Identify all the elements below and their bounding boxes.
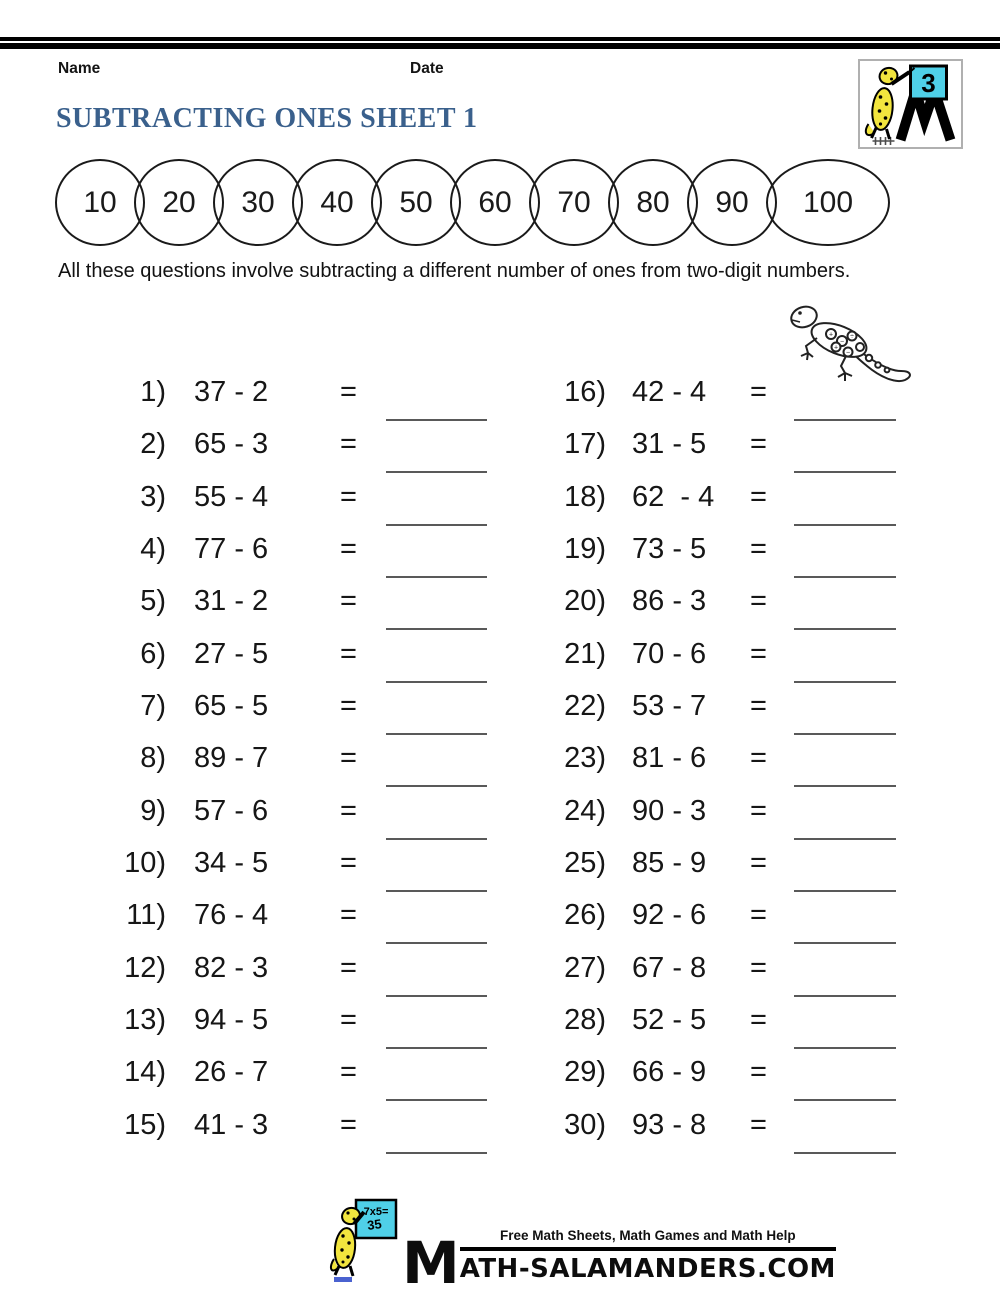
equals-sign: = xyxy=(340,794,357,827)
answer-blank[interactable] xyxy=(794,477,896,526)
problems-column-right xyxy=(548,372,896,1157)
problem-number: 16) xyxy=(564,376,606,408)
problem-expression: 42 - 4 xyxy=(632,376,707,408)
svg-text:−: − xyxy=(839,338,845,346)
problem-number: 29) xyxy=(564,1056,606,1089)
problem-row xyxy=(548,738,896,790)
problem-expression: 90 - 3 xyxy=(632,794,707,827)
problem-expression: 89 - 7 xyxy=(194,742,269,775)
footer-logo xyxy=(328,1198,836,1294)
problem-row xyxy=(110,686,487,738)
svg-text:+: + xyxy=(833,344,839,352)
problem-number: 25) xyxy=(564,847,606,880)
problem-row xyxy=(548,477,896,529)
problem-row xyxy=(548,1105,896,1157)
problem-expression: 34 - 5 xyxy=(194,847,269,880)
problem-row xyxy=(548,1000,896,1052)
number-oval: 100 xyxy=(766,159,890,246)
number-oval: 60 xyxy=(450,159,540,246)
answer-blank[interactable] xyxy=(386,372,487,421)
badge-number: 3 xyxy=(921,68,936,98)
answer-blank[interactable] xyxy=(386,948,487,997)
problem-row xyxy=(548,424,896,476)
problem-number: 7) xyxy=(140,690,166,723)
problem-row xyxy=(110,634,487,686)
problem-expression: 53 - 7 xyxy=(632,690,707,723)
problem-expression: 70 - 6 xyxy=(632,637,707,670)
top-divider xyxy=(0,37,1000,49)
equals-sign: = xyxy=(750,742,767,775)
problem-number: 27) xyxy=(564,951,606,984)
problem-expression: 94 - 5 xyxy=(194,1004,269,1037)
svg-text:+: + xyxy=(828,331,834,339)
problem-expression: 66 - 9 xyxy=(632,1056,707,1089)
equals-sign: = xyxy=(340,899,357,932)
problem-number: 24) xyxy=(564,794,606,827)
wordmark-m: M xyxy=(402,1228,458,1294)
problem-row xyxy=(548,895,896,947)
problem-expression: 31 - 5 xyxy=(632,428,707,461)
problem-row xyxy=(548,843,896,895)
problem-number: 15) xyxy=(124,1108,166,1141)
problem-row xyxy=(110,738,487,790)
answer-blank[interactable] xyxy=(386,791,487,840)
problem-number: 4) xyxy=(140,533,166,566)
equals-sign: = xyxy=(340,428,357,461)
equals-sign: = xyxy=(750,637,767,670)
problem-expression: 77 - 6 xyxy=(194,533,269,566)
problem-row xyxy=(110,1000,487,1052)
problem-number: 2) xyxy=(140,428,166,461)
answer-blank[interactable] xyxy=(794,843,896,892)
answer-blank[interactable] xyxy=(386,738,487,787)
problem-number: 14) xyxy=(124,1056,166,1089)
answer-blank[interactable] xyxy=(794,581,896,630)
answer-blank[interactable] xyxy=(794,529,896,578)
problem-row xyxy=(548,634,896,686)
problem-number: 13) xyxy=(124,1004,166,1037)
answer-blank[interactable] xyxy=(386,686,487,735)
problem-expression: 31 - 2 xyxy=(194,585,269,618)
equals-sign: = xyxy=(340,533,357,566)
problem-number: 6) xyxy=(140,637,166,670)
answer-blank[interactable] xyxy=(386,424,487,473)
footer-rule xyxy=(460,1247,836,1251)
problem-expression: 65 - 3 xyxy=(194,428,269,461)
problem-row xyxy=(110,372,487,424)
answer-blank[interactable] xyxy=(794,895,896,944)
footer-board-line2: 35 xyxy=(366,1216,383,1233)
problem-expression: 57 - 6 xyxy=(194,794,269,827)
problem-expression: 26 - 7 xyxy=(194,1056,269,1089)
problem-number: 9) xyxy=(140,794,166,827)
problem-row xyxy=(548,1052,896,1104)
problem-expression: 76 - 4 xyxy=(194,899,269,932)
equals-sign: = xyxy=(750,847,767,880)
answer-blank[interactable] xyxy=(794,1052,896,1101)
number-oval: 10 xyxy=(55,159,145,246)
date-label: Date xyxy=(410,60,444,77)
name-label: Name xyxy=(58,60,101,77)
problem-number: 18) xyxy=(564,480,606,513)
answer-blank[interactable] xyxy=(386,1000,487,1049)
problem-expression: 73 - 5 xyxy=(632,533,707,566)
problem-number: 1) xyxy=(140,376,166,408)
problem-number: 11) xyxy=(126,899,166,932)
problem-number: 17) xyxy=(564,428,606,461)
problem-row xyxy=(110,843,487,895)
problem-row xyxy=(110,581,487,633)
number-oval: 40 xyxy=(292,159,382,246)
page-title: SUBTRACTING ONES SHEET 1 xyxy=(56,103,478,134)
answer-blank[interactable] xyxy=(794,791,896,840)
problems-column-left xyxy=(110,372,487,1157)
footer-salamander-icon xyxy=(328,1198,402,1284)
equals-sign: = xyxy=(340,1004,357,1037)
problem-expression: 92 - 6 xyxy=(632,899,707,932)
problem-row xyxy=(548,529,896,581)
equals-sign: = xyxy=(340,690,357,723)
instructions-text: All these questions involve subtracting a different number of ones from two-digit numbers. xyxy=(58,260,851,282)
problem-row xyxy=(110,1105,487,1157)
number-oval: 80 xyxy=(608,159,698,246)
answer-blank[interactable] xyxy=(386,634,487,683)
answer-blank[interactable] xyxy=(386,581,487,630)
number-oval: 90 xyxy=(687,159,777,246)
answer-blank[interactable] xyxy=(386,1105,487,1154)
problem-expression: 81 - 6 xyxy=(632,742,707,775)
problem-expression: 86 - 3 xyxy=(632,585,707,618)
equals-sign: = xyxy=(340,742,357,775)
problem-number: 23) xyxy=(564,742,606,775)
equals-sign: = xyxy=(750,480,767,513)
problem-expression: 37 - 2 xyxy=(194,376,269,408)
footer-tagline: Free Math Sheets, Math Games and Math Help xyxy=(500,1228,796,1243)
problem-row xyxy=(110,895,487,947)
answer-blank[interactable] xyxy=(794,372,896,421)
problem-number: 26) xyxy=(564,899,606,932)
equals-sign: = xyxy=(340,637,357,670)
number-track xyxy=(55,159,890,246)
problem-row xyxy=(548,581,896,633)
number-oval: 20 xyxy=(134,159,224,246)
problem-row xyxy=(110,477,487,529)
problem-row xyxy=(548,686,896,738)
problem-number: 19) xyxy=(564,533,606,566)
problem-expression: 82 - 3 xyxy=(194,951,269,984)
svg-text:÷: ÷ xyxy=(850,333,854,341)
answer-blank[interactable] xyxy=(386,895,487,944)
equals-sign: = xyxy=(340,951,357,984)
grade-badge xyxy=(858,59,963,149)
problem-row xyxy=(548,372,896,424)
equals-sign: = xyxy=(750,899,767,932)
equals-sign: = xyxy=(750,794,767,827)
answer-blank[interactable] xyxy=(386,529,487,578)
grade-badge-illustration xyxy=(860,61,961,147)
answer-blank[interactable] xyxy=(794,738,896,787)
equals-sign: = xyxy=(340,1108,357,1141)
number-oval: 50 xyxy=(371,159,461,246)
problem-row xyxy=(548,948,896,1000)
problem-expression: 62 - 4 xyxy=(632,480,715,513)
problem-expression: 52 - 5 xyxy=(632,1004,707,1037)
problem-number: 5) xyxy=(140,585,166,618)
problem-row xyxy=(110,791,487,843)
equals-sign: = xyxy=(750,1056,767,1089)
problem-number: 22) xyxy=(564,690,606,723)
problem-number: 21) xyxy=(564,637,606,670)
answer-blank[interactable] xyxy=(794,686,896,735)
footer-wordmark: ATH-SALAMANDERS.COM xyxy=(459,1254,836,1284)
equals-sign: = xyxy=(750,533,767,566)
problem-number: 28) xyxy=(564,1004,606,1037)
problem-expression: 93 - 8 xyxy=(632,1108,707,1141)
equals-sign: = xyxy=(340,480,357,513)
problem-number: 3) xyxy=(140,480,166,513)
answer-blank[interactable] xyxy=(794,634,896,683)
answer-blank[interactable] xyxy=(794,1105,896,1154)
answer-blank[interactable] xyxy=(794,1000,896,1049)
problem-expression: 41 - 3 xyxy=(194,1108,269,1141)
equals-sign: = xyxy=(340,847,357,880)
problem-expression: 67 - 8 xyxy=(632,951,707,984)
problem-number: 30) xyxy=(564,1108,606,1141)
answer-blank[interactable] xyxy=(386,477,487,526)
problem-row xyxy=(110,1052,487,1104)
problem-number: 8) xyxy=(140,742,166,775)
problem-number: 20) xyxy=(564,585,606,618)
number-oval: 70 xyxy=(529,159,619,246)
problem-expression: 27 - 5 xyxy=(194,637,269,670)
problem-row xyxy=(110,529,487,581)
equals-sign: = xyxy=(750,951,767,984)
problem-number: 12) xyxy=(124,951,166,984)
equals-sign: = xyxy=(750,376,767,408)
problem-row xyxy=(110,948,487,1000)
equals-sign: = xyxy=(750,585,767,618)
number-oval: 30 xyxy=(213,159,303,246)
equals-sign: = xyxy=(750,690,767,723)
problem-row xyxy=(548,791,896,843)
equals-sign: = xyxy=(340,585,357,618)
svg-text:−: − xyxy=(845,349,851,357)
answer-blank[interactable] xyxy=(386,1052,487,1101)
problem-row xyxy=(110,424,487,476)
answer-blank[interactable] xyxy=(386,843,487,892)
problem-expression: 85 - 9 xyxy=(632,847,707,880)
answer-blank[interactable] xyxy=(794,948,896,997)
footer-fineprint xyxy=(334,1277,352,1282)
answer-blank[interactable] xyxy=(794,424,896,473)
equals-sign: = xyxy=(750,428,767,461)
equals-sign: = xyxy=(750,1004,767,1037)
problem-number: 10) xyxy=(124,847,166,880)
footer-board-line1: 7x5= xyxy=(363,1206,389,1218)
problem-expression: 65 - 5 xyxy=(194,690,269,723)
equals-sign: = xyxy=(340,376,357,408)
problem-expression: 55 - 4 xyxy=(194,480,269,513)
equals-sign: = xyxy=(750,1108,767,1141)
equals-sign: = xyxy=(340,1056,357,1089)
